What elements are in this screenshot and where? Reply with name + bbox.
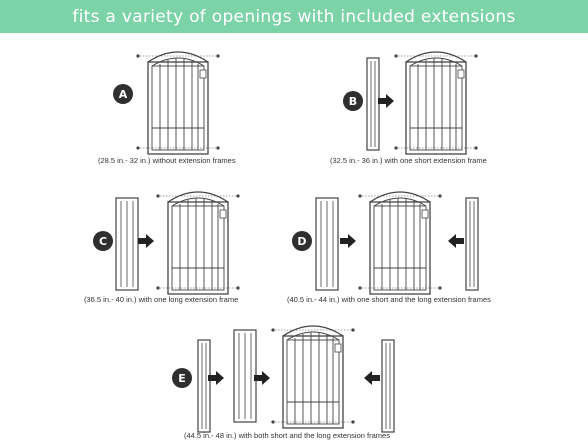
badge-b: B bbox=[343, 91, 363, 111]
badge-d: D bbox=[292, 231, 312, 251]
caption-a: (28.5 in.- 32 in.) without extension frames bbox=[98, 156, 236, 165]
diagram-a bbox=[136, 52, 219, 154]
diagram-b bbox=[367, 52, 478, 154]
caption-c: (36.5 in.- 40 in.) with one long extension frame bbox=[84, 295, 239, 304]
badge-c: C bbox=[93, 231, 113, 251]
diagram-d bbox=[316, 192, 478, 294]
diagram-e bbox=[198, 326, 394, 432]
caption-b: (32.5 in.- 36 in.) with one short extension frame bbox=[330, 156, 487, 165]
banner-title: fits a variety of openings with included extensions bbox=[72, 6, 516, 27]
caption-e: (44.5 in.- 48 in.) with both short and the long extension frames bbox=[184, 431, 390, 440]
diagram-c bbox=[116, 192, 240, 294]
caption-d: (40.5 in.- 44 in.) with one short and the long extension frames bbox=[287, 295, 491, 304]
badge-a: A bbox=[113, 84, 133, 104]
badge-e: E bbox=[172, 368, 192, 388]
